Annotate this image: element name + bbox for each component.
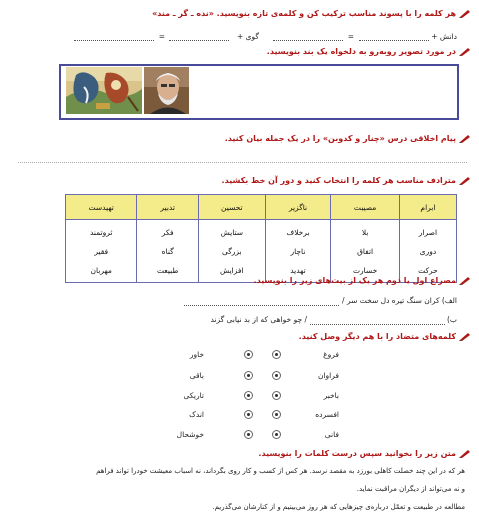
synonym-option[interactable]: ثروتمند xyxy=(66,220,137,243)
q7-text-line-3: مطالعه در طبیعت و تعمّل درباره‌ی چیزهایی که هر روز می‌بینیم و از کنارشان می‌گذریم. xyxy=(212,503,465,511)
synonym-header: تحسین xyxy=(198,195,265,220)
q6-left-dot[interactable] xyxy=(244,410,253,419)
synonym-option[interactable]: تهدید xyxy=(265,261,331,283)
q6-right-word: فروغ xyxy=(323,350,339,359)
synonym-option[interactable]: اتفاق xyxy=(331,242,400,261)
q6-left-dot[interactable] xyxy=(244,391,253,400)
pen-icon xyxy=(459,449,471,458)
synonym-option[interactable]: گناه xyxy=(137,242,199,261)
synonym-option[interactable]: طبیعت xyxy=(137,261,199,283)
synonym-header: ناگزیر xyxy=(265,195,331,220)
question-7-heading xyxy=(258,449,471,458)
question-4-heading xyxy=(222,176,471,185)
picture-writing-box[interactable] xyxy=(59,64,459,120)
q6-left-word: خاور xyxy=(189,350,204,359)
synonym-option[interactable]: افزایش xyxy=(198,261,265,283)
question-7-title: متن زیر را بخوانید سپس درست کلمات را بنویسید. xyxy=(258,449,456,458)
q6-left-word: اندک xyxy=(189,410,204,419)
table-row xyxy=(66,220,457,243)
q7-text-line-2: و نه می‌تواند از دیگران مراقبت نماید. xyxy=(356,485,465,493)
q6-right-dot[interactable] xyxy=(272,391,281,400)
synonym-header: مصیبت xyxy=(331,195,400,220)
question-6-title: کلمه‌های متضاد را با هم دیگر وصل کنید. xyxy=(298,332,456,341)
q6-right-dot[interactable] xyxy=(272,430,281,439)
synonym-header: تهیدست xyxy=(66,195,137,220)
portrait-image xyxy=(144,67,189,114)
q6-right-word: فراوان xyxy=(317,371,339,380)
q6-right-word: باخبر xyxy=(323,391,339,400)
q1-equals-1: = xyxy=(347,32,354,41)
synonym-header: ابرام xyxy=(399,195,456,220)
q6-left-dot[interactable] xyxy=(244,371,253,380)
question-5-heading xyxy=(254,276,471,285)
q7-text-line-1: هر که در این چند خصلت کاهلی بورزد به مقصد نرسد. هر کس از کسب و کار روی بگرداند، نه اسباب معیشت خودرا تواند فراهم xyxy=(96,467,465,475)
q1-blank-2a[interactable] xyxy=(169,40,229,41)
pen-icon xyxy=(459,276,471,285)
synonym-header: تدبیر xyxy=(137,195,199,220)
q6-right-dot[interactable] xyxy=(272,410,281,419)
synonym-option[interactable]: مهربان xyxy=(66,261,137,283)
q6-left-word: خوشحال xyxy=(176,430,204,439)
q5-verse-b: / چو خواهی که از بد نیابی گزند xyxy=(210,315,307,324)
question-1-title: هر کلمه را با پسوند مناسب ترکیب کن و کلمه‌ی تازه بنویسید. «نده ـ گر ـ مند» xyxy=(152,9,456,18)
synonym-option[interactable]: فقیر xyxy=(66,242,137,261)
synonym-option[interactable]: خسارت xyxy=(331,261,400,283)
synonym-option[interactable]: دوری xyxy=(399,242,456,261)
pen-icon xyxy=(459,176,471,185)
q6-left-word: تاریکی xyxy=(183,391,204,400)
q1-blank-1b[interactable] xyxy=(273,40,343,41)
q6-left-dot[interactable] xyxy=(244,350,253,359)
q5-blank-a[interactable] xyxy=(184,305,339,306)
question-3-heading xyxy=(225,134,471,143)
question-6-heading xyxy=(299,332,471,341)
q1-item-1: دانش + xyxy=(431,32,457,41)
synonym-table xyxy=(65,194,457,283)
question-3-title: پیام اخلاقی درس «چنار و کدوبن» را در یک جمله بیان کنید. xyxy=(224,134,456,143)
synonym-option[interactable]: برخلاف xyxy=(265,220,331,243)
q6-left-dot[interactable] xyxy=(244,430,253,439)
q5-verse-a: الف) کران سنگ تیره دل سخت سر / xyxy=(342,296,457,305)
question-5-title: مصراع اول یا دوم هر یک از بیت‌های زیر را بنویسید. xyxy=(253,276,456,285)
q1-blank-2b[interactable] xyxy=(74,40,154,41)
table-row xyxy=(66,242,457,261)
painting-image xyxy=(66,67,142,114)
q5-blank-b[interactable] xyxy=(310,324,445,325)
pen-icon xyxy=(459,134,471,143)
pen-icon xyxy=(459,9,471,18)
pen-icon xyxy=(459,332,471,341)
q6-right-dot[interactable] xyxy=(272,371,281,380)
q1-item-2: گوی + xyxy=(237,32,259,41)
synonym-option[interactable]: حرکت xyxy=(399,261,456,283)
synonym-option[interactable]: بزرگی xyxy=(198,242,265,261)
q5-verse-b-label: ب) xyxy=(447,315,457,324)
q3-answer-line[interactable] xyxy=(18,162,467,163)
question-1-heading xyxy=(152,9,471,18)
question-2-title: در مورد تصویر روبه‌رو به دلخواه یک بند بنویسید. xyxy=(266,47,456,56)
synonym-option[interactable]: فکر xyxy=(137,220,199,243)
synonym-option[interactable]: ستایش xyxy=(198,220,265,243)
q6-right-word: افسرده xyxy=(315,410,339,419)
q1-blank-1a[interactable] xyxy=(359,40,429,41)
pen-icon xyxy=(459,47,471,56)
q6-left-word: باقی xyxy=(189,371,204,380)
question-4-title: مترادف مناسب هر کلمه را انتخاب کنید و دور آن خط بکشید. xyxy=(221,176,456,185)
q6-right-word: فانی xyxy=(324,430,339,439)
q6-right-dot[interactable] xyxy=(272,350,281,359)
synonym-option[interactable]: ناچار xyxy=(265,242,331,261)
synonym-option[interactable]: اصرار xyxy=(399,220,456,243)
synonym-option[interactable]: بلا xyxy=(331,220,400,243)
question-2-heading xyxy=(267,47,471,56)
q1-equals-2: = xyxy=(158,32,165,41)
synonym-header-row xyxy=(66,195,457,220)
